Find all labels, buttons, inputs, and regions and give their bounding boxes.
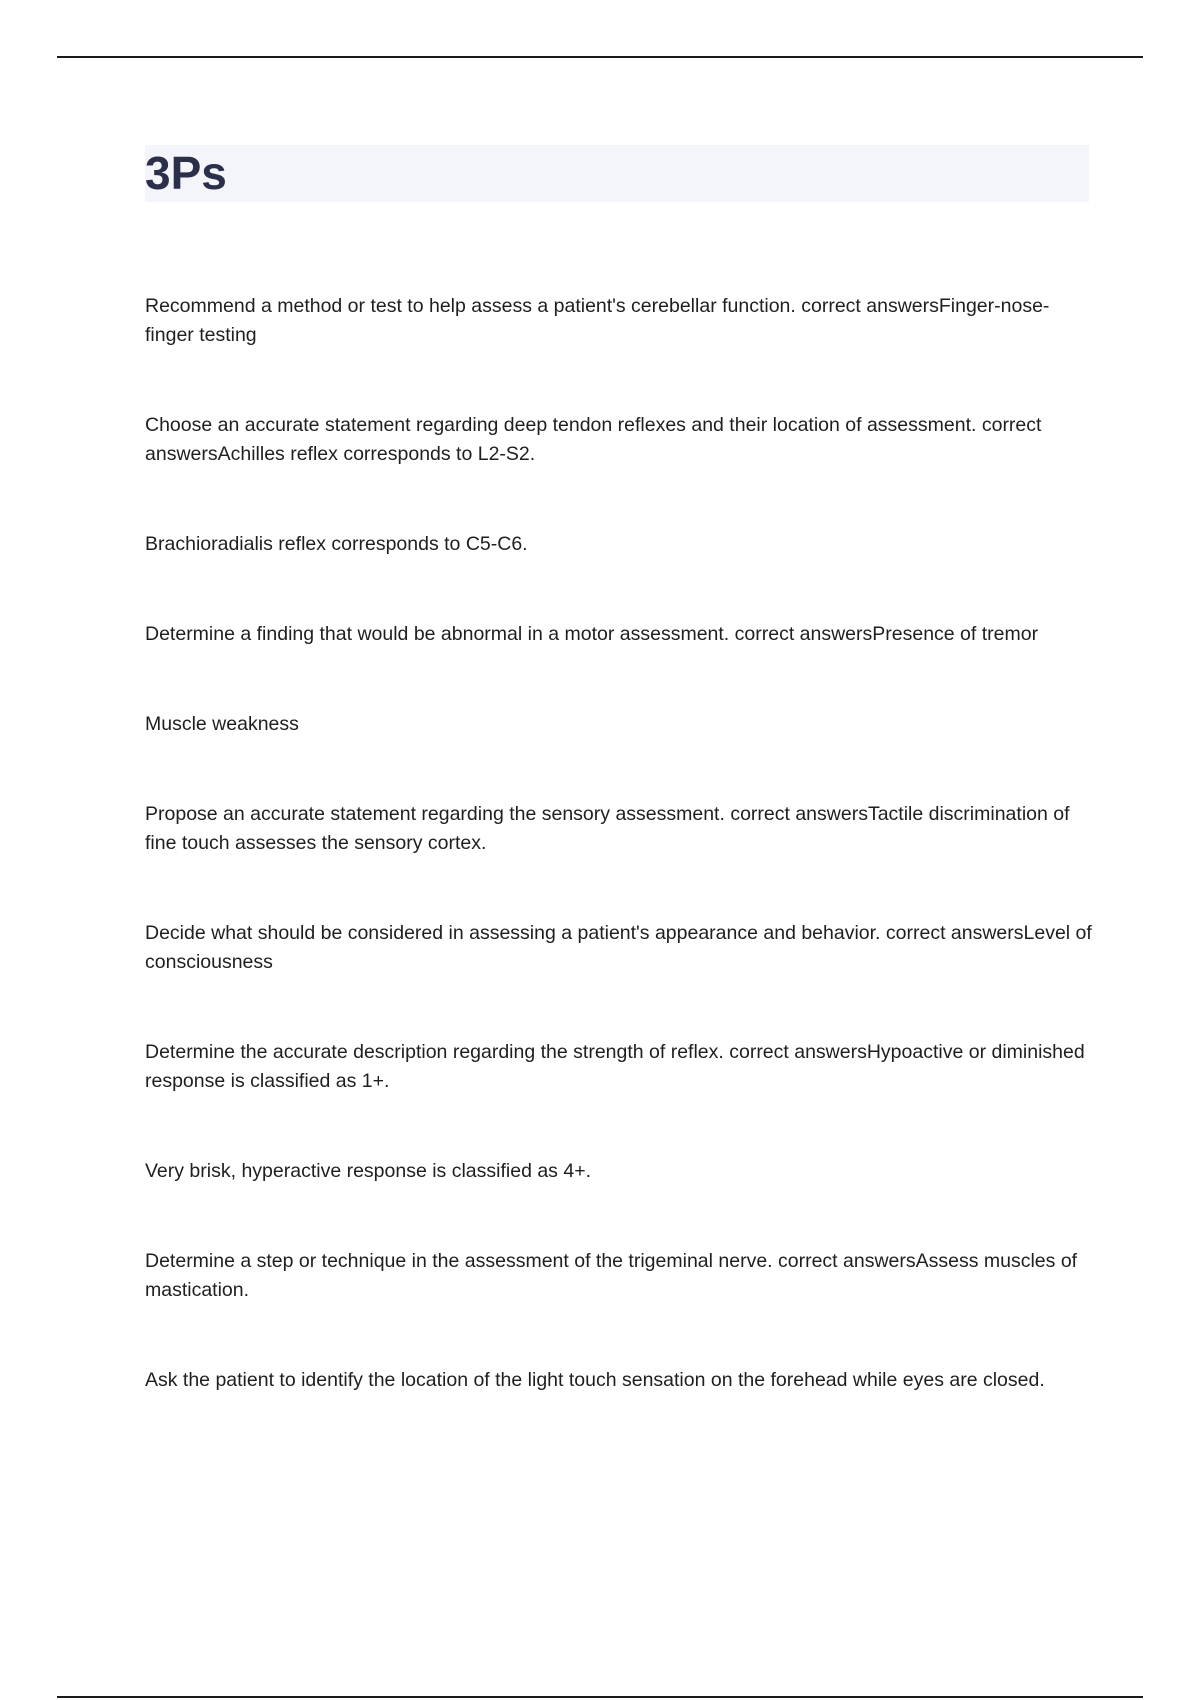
paragraph-4: Determine a finding that would be abnormal in a motor assessment. correct answersPresence of tremor: [145, 623, 1039, 645]
footer-rule: [57, 1696, 1143, 1698]
paragraph-7: Decide what should be considered in assessing a patient's appearance and behavior. correct answersLevel of consciousness: [145, 922, 1092, 973]
title-band: [145, 145, 1089, 202]
paragraph-6: Propose an accurate statement regarding the sensory assessment. correct answersTactile discrimination of fine touch assesses the sensory cortex.: [145, 803, 1070, 854]
paragraph-11: Ask the patient to identify the location of the light touch sensation on the forehead while eyes are closed.: [145, 1369, 1045, 1391]
paragraph-2: Choose an accurate statement regarding deep tendon reflexes and their location of assessment. correct answersAchilles reflex corresponds to L2-S2.: [145, 414, 1042, 465]
paragraph-5: Muscle weakness: [145, 713, 299, 735]
page-title: 3Ps: [145, 147, 227, 199]
paragraph-8: Determine the accurate description regarding the strength of reflex. correct answersHypoactive or diminished response is classified as 1+.: [145, 1041, 1085, 1092]
paragraph-10: Determine a step or technique in the assessment of the trigeminal nerve. correct answersAssess muscles of mastication.: [145, 1250, 1078, 1301]
paragraph-1: Recommend a method or test to help assess a patient's cerebellar function. correct answersFinger-nose-finger testing: [145, 295, 1050, 346]
document-body: [145, 292, 1095, 1395]
paragraph-9: Very brisk, hyperactive response is classified as 4+.: [145, 1160, 591, 1182]
header-rule: [57, 56, 1143, 58]
paragraph-3: Brachioradialis reflex corresponds to C5-C6.: [145, 533, 528, 555]
